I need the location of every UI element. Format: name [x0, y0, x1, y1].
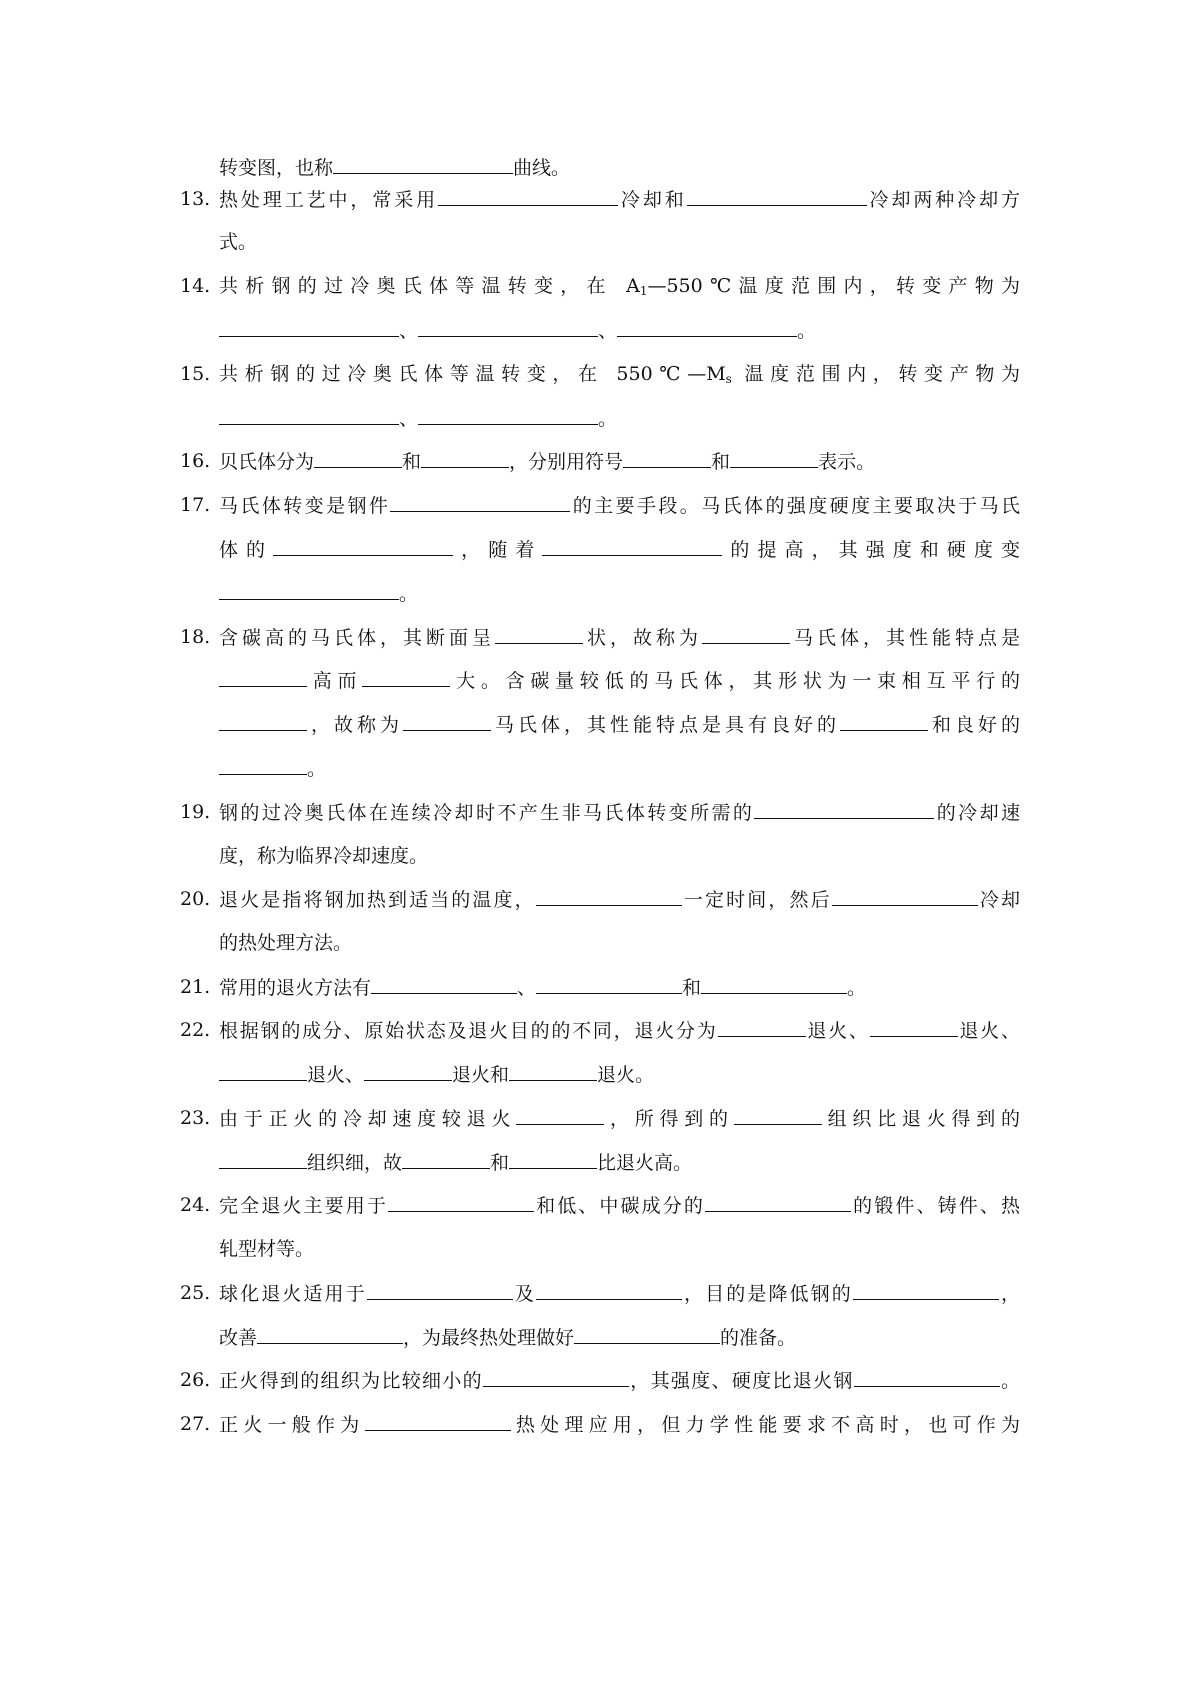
- answer-blank[interactable]: [734, 1105, 822, 1125]
- question-line: 马氏体转变是钢件 的主要手段。马氏体的强度硬度主要取决于马氏: [219, 492, 1020, 518]
- answer-blank[interactable]: [754, 799, 934, 819]
- question-line: 高而 大。含碳量较低的马氏体，其形状为一束相互平行的: [219, 667, 1020, 693]
- answer-blank[interactable]: [701, 974, 847, 994]
- question-number: 22.: [180, 1019, 211, 1041]
- question-line: 退火、 退火和 退火。: [219, 1061, 1020, 1087]
- question-line: 贝氏体分为 和 ，分别用符号 和 表示。: [219, 448, 1020, 474]
- question-line: 热处理工艺中，常采用 冷却和 冷却两种冷却方: [219, 186, 1020, 212]
- question-number: 18.: [180, 626, 211, 648]
- answer-blank[interactable]: [536, 886, 682, 906]
- answer-blank[interactable]: [516, 1105, 604, 1125]
- answer-blank[interactable]: [418, 317, 598, 337]
- answer-blank[interactable]: [219, 1149, 307, 1169]
- question-line: 式。: [219, 231, 258, 253]
- answer-blank[interactable]: [333, 154, 513, 174]
- question-number: 25.: [180, 1282, 211, 1304]
- question-line: 轧型材等。: [219, 1238, 315, 1260]
- answer-blank[interactable]: [617, 317, 797, 337]
- answer-blank[interactable]: [854, 1367, 1000, 1387]
- question-line: 体的 ，随着 的提高，其强度和硬度变: [219, 536, 1020, 562]
- answer-blank[interactable]: [418, 405, 598, 425]
- answer-blank[interactable]: [702, 624, 790, 644]
- question-line: 含碳高的马氏体，其断面呈 状，故称为 马氏体，其性能特点是: [219, 624, 1020, 650]
- answer-blank[interactable]: [314, 448, 402, 468]
- answer-blank[interactable]: [542, 536, 722, 556]
- answer-blank[interactable]: [371, 974, 517, 994]
- answer-blank[interactable]: [219, 755, 307, 775]
- question-line: 组织细，故 和 比退火高。: [219, 1149, 1020, 1175]
- question-line: 球化退火适用于 及 ，目的是降低钢的 ，: [219, 1280, 1020, 1306]
- answer-blank[interactable]: [219, 667, 307, 687]
- question-line: 正火一般作为 热处理应用，但力学性能要求不高时，也可作为: [219, 1411, 1020, 1437]
- question-line: 。: [219, 755, 1020, 781]
- answer-blank[interactable]: [687, 186, 867, 206]
- answer-blank[interactable]: [623, 448, 711, 468]
- answer-blank[interactable]: [367, 1280, 513, 1300]
- question-line: 正火得到的组织为比较细小的 ，其强度、硬度比退火钢 。: [219, 1367, 1020, 1393]
- question-number: 27.: [180, 1413, 211, 1435]
- question-line: ，故称为 马氏体，其性能特点是具有良好的 和良好的: [219, 711, 1020, 737]
- answer-blank[interactable]: [495, 624, 583, 644]
- answer-blank[interactable]: [730, 448, 818, 468]
- answer-blank[interactable]: [421, 448, 509, 468]
- question-line: 度，称为临界冷却速度。: [219, 845, 429, 867]
- answer-blank[interactable]: [365, 1411, 511, 1431]
- question-line: 由于正火的冷却速度较退火 ，所得到的 组织比退火得到的: [219, 1105, 1020, 1131]
- answer-blank[interactable]: [403, 711, 491, 731]
- answer-blank[interactable]: [219, 711, 307, 731]
- answer-blank[interactable]: [219, 580, 399, 600]
- answer-blank[interactable]: [574, 1324, 720, 1344]
- answer-blank[interactable]: [438, 186, 618, 206]
- answer-blank[interactable]: [832, 886, 978, 906]
- answer-blank[interactable]: [219, 405, 399, 425]
- answer-blank[interactable]: [362, 667, 450, 687]
- question-line: 退火是指将钢加热到适当的温度， 一定时间，然后 冷却: [219, 886, 1020, 912]
- answer-blank[interactable]: [257, 1324, 403, 1344]
- question-number: 15.: [180, 363, 211, 385]
- answer-blank[interactable]: [509, 1149, 597, 1169]
- answer-blank[interactable]: [483, 1367, 629, 1387]
- answer-blank[interactable]: [705, 1192, 851, 1212]
- question-number: 23.: [180, 1107, 211, 1129]
- question-number: 24.: [180, 1194, 211, 1216]
- question-line: 、 、 。: [219, 317, 1020, 343]
- question-number: 21.: [180, 976, 211, 998]
- answer-blank[interactable]: [364, 1061, 452, 1081]
- question-number: 19.: [180, 801, 211, 823]
- question-number: 13.: [180, 188, 211, 210]
- answer-blank[interactable]: [219, 1061, 307, 1081]
- answer-blank[interactable]: [536, 974, 682, 994]
- question-line: 完全退火主要用于 和低、中碳成分的 的锻件、铸件、热: [219, 1192, 1020, 1218]
- question-line: 转变图，也称 曲线。: [219, 154, 1020, 180]
- answer-blank[interactable]: [219, 317, 399, 337]
- question-number: 20.: [180, 888, 211, 910]
- question-line: 共析钢的过冷奥氏体等温转变，在 $A_1—550℃$温度范围内，转变产物为: [219, 275, 1021, 298]
- answer-blank[interactable]: [388, 1192, 534, 1212]
- question-line: 共析钢的过冷奥氏体等温转变，在 $550℃—M_s$ 温度范围内，转变产物为: [219, 363, 1021, 386]
- question-line: 。: [219, 580, 1020, 606]
- question-number: 16.: [180, 450, 211, 472]
- answer-blank[interactable]: [509, 1061, 597, 1081]
- answer-blank[interactable]: [840, 711, 928, 731]
- question-line: 的热处理方法。: [219, 932, 353, 954]
- question-line: 、 。: [219, 405, 1020, 431]
- answer-blank[interactable]: [870, 1017, 958, 1037]
- answer-blank[interactable]: [390, 492, 570, 512]
- question-number: 17.: [180, 494, 211, 516]
- question-number: 26.: [180, 1369, 211, 1391]
- answer-blank[interactable]: [402, 1149, 490, 1169]
- question-line: 根据钢的成分、原始状态及退火目的的不同，退火分为 退火、 退火、: [219, 1017, 1020, 1043]
- question-line: 钢的过冷奥氏体在连续冷却时不产生非马氏体转变所需的 的冷却速: [219, 799, 1020, 825]
- answer-blank[interactable]: [853, 1280, 999, 1300]
- answer-blank[interactable]: [718, 1017, 806, 1037]
- question-number: 14.: [180, 275, 211, 297]
- answer-blank[interactable]: [536, 1280, 682, 1300]
- question-line: 常用的退火方法有 、 和 。: [219, 974, 1020, 1000]
- answer-blank[interactable]: [273, 536, 453, 556]
- question-line: 改善 ，为最终热处理做好 的准备。: [219, 1324, 1020, 1350]
